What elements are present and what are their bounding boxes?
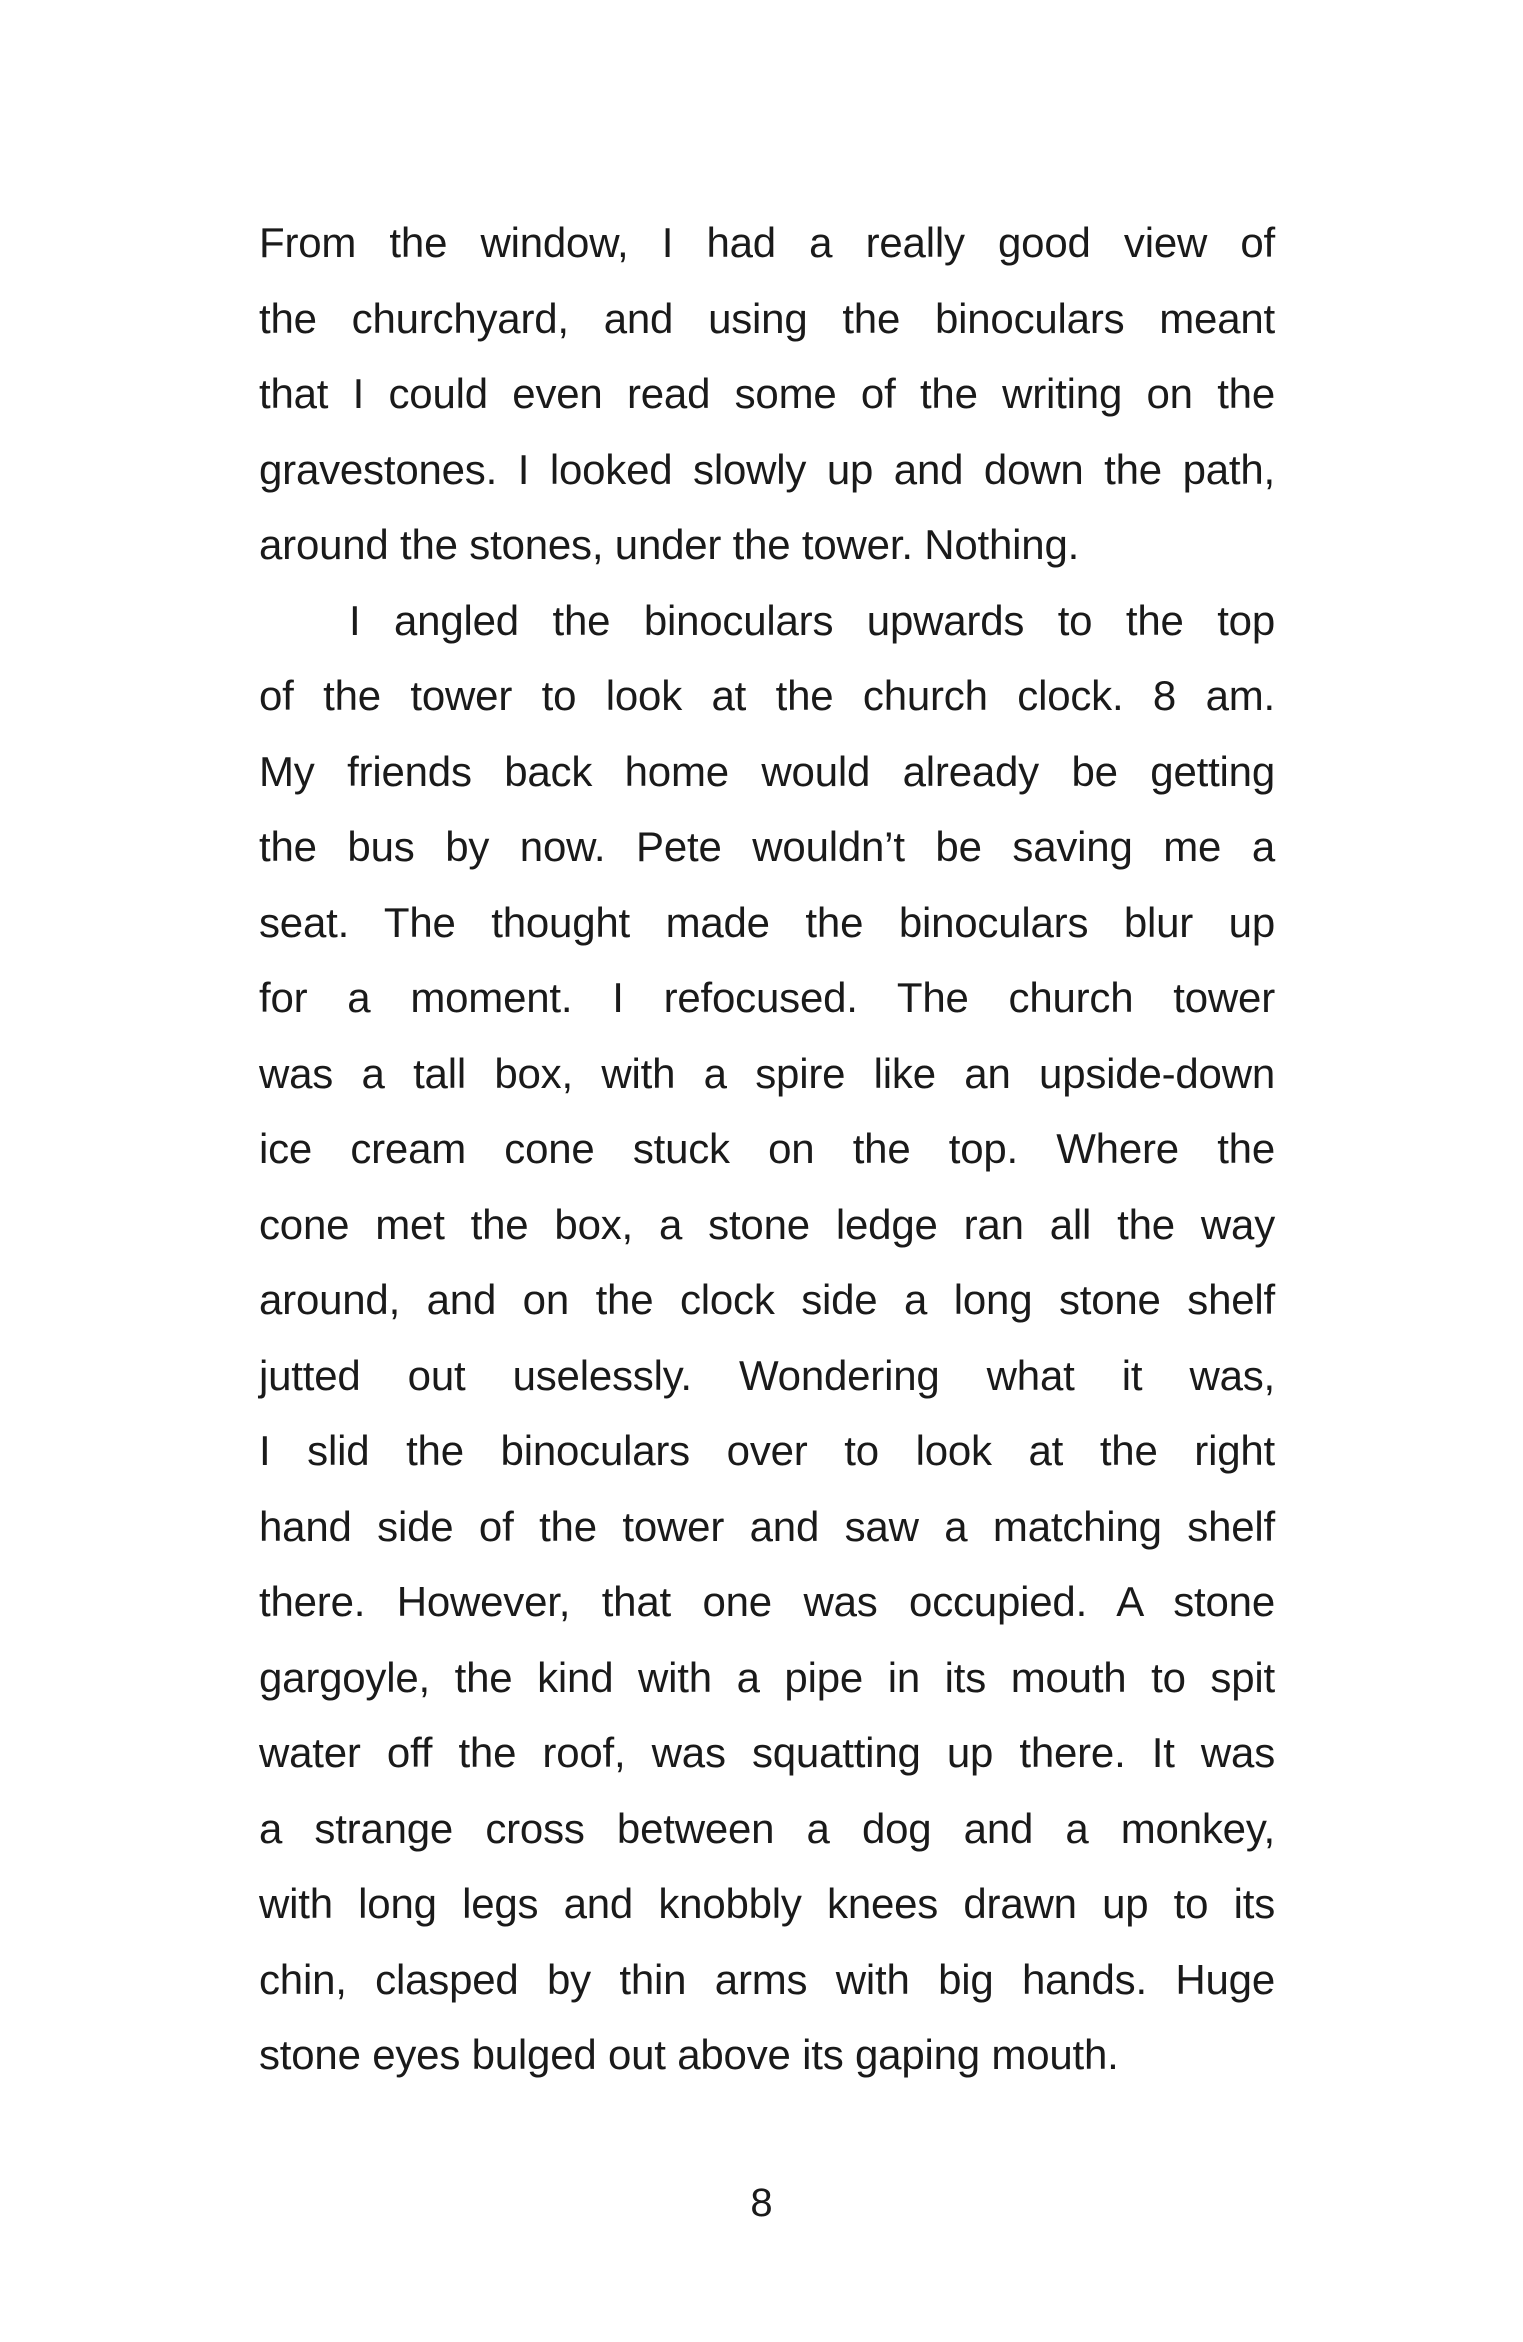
text-line: that I could even read some of the writing on the bbox=[259, 370, 1275, 417]
text-line: around, and on the clock side a long stone shelf bbox=[259, 1276, 1275, 1323]
text-line: the churchyard, and using the binoculars meant bbox=[259, 294, 1275, 342]
text-line: water off the roof, was squatting up there. It was bbox=[259, 1729, 1275, 1776]
text-line: From the window, I had a really good view of bbox=[259, 219, 1275, 266]
text-line: cone met the box, a stone ledge ran all the way bbox=[259, 1200, 1275, 1248]
text-line: with long legs and knobbly knees drawn up to its bbox=[259, 1880, 1275, 1927]
text-line: a strange cross between a dog and a monkey, bbox=[259, 1804, 1275, 1852]
text-line: I slid the binoculars over to look at the right bbox=[259, 1427, 1275, 1474]
text-line: gravestones. I looked slowly up and down the path, bbox=[259, 445, 1275, 493]
text-line: ice cream cone stuck on the top. Where the bbox=[259, 1125, 1275, 1172]
text-line: jutted out uselessly. Wondering what it was, bbox=[259, 1351, 1275, 1399]
text-line: hand side of the tower and saw a matching shelf bbox=[259, 1502, 1275, 1550]
text-line: My friends back home would already be getting bbox=[259, 747, 1275, 795]
text-line: was a tall box, with a spire like an upside-down bbox=[259, 1049, 1275, 1097]
body-text bbox=[259, 205, 1275, 2093]
text-line: chin, clasped by thin arms with big hands. Huge bbox=[259, 1955, 1275, 2003]
text-line: stone eyes bulged out above its gaping mouth. bbox=[259, 2031, 1119, 2078]
text-line: I angled the binoculars upwards to the top bbox=[349, 596, 1275, 644]
text-line: the bus by now. Pete wouldn’t be saving me a bbox=[259, 823, 1275, 870]
text-line: gargoyle, the kind with a pipe in its mouth to spit bbox=[259, 1653, 1275, 1701]
text-line: for a moment. I refocused. The church tower bbox=[259, 974, 1275, 1021]
text-line: of the tower to look at the church clock. 8 am. bbox=[259, 672, 1275, 719]
text-line: there. However, that one was occupied. A stone bbox=[259, 1578, 1275, 1625]
text-line: seat. The thought made the binoculars blur up bbox=[259, 898, 1275, 946]
text-line: around the stones, under the tower. Nothing. bbox=[259, 521, 1080, 568]
page-number: 8 bbox=[750, 2181, 773, 2225]
